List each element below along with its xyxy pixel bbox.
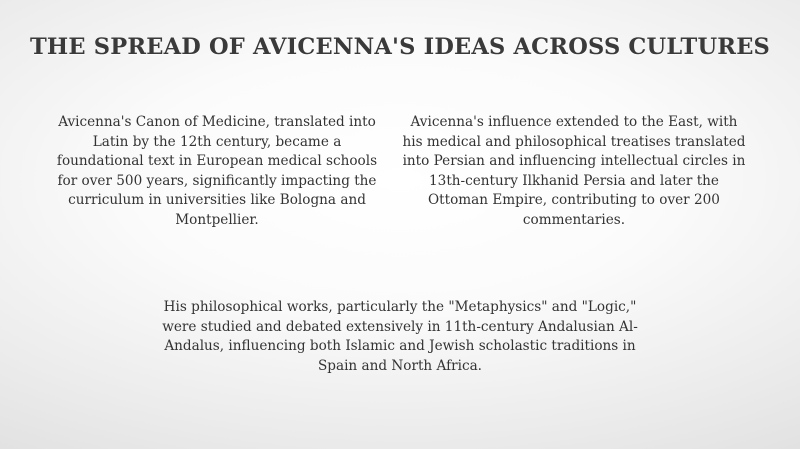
paragraph-europe: Avicenna's Canon of Medicine, translated into Latin by the 12th century, became a foundational text in European medical schools for over 500 years, significantly impacting the curriculum in universities like Bologna and Montpellier. (56, 114, 378, 228)
paragraph-east: Avicenna's influence extended to the East, with his medical and philosophical treatises translated into Persian and influencing intellectual circles in 13th-century Ilkhanid Persia and later the Ottoman Empire, contributing to over 200 commentaries. (402, 114, 746, 228)
slide-title: THE SPREAD OF AVICENNA'S IDEAS ACROSS CULTURES (29, 34, 771, 60)
paragraph-andalus: His philosophical works, particularly the "Metaphysics" and "Logic," were studied and debated extensively in 11th-century Andalusian Al-Andalus, influencing both Islamic and Jewish scholastic traditions in Spain and North Africa. (162, 299, 638, 374)
